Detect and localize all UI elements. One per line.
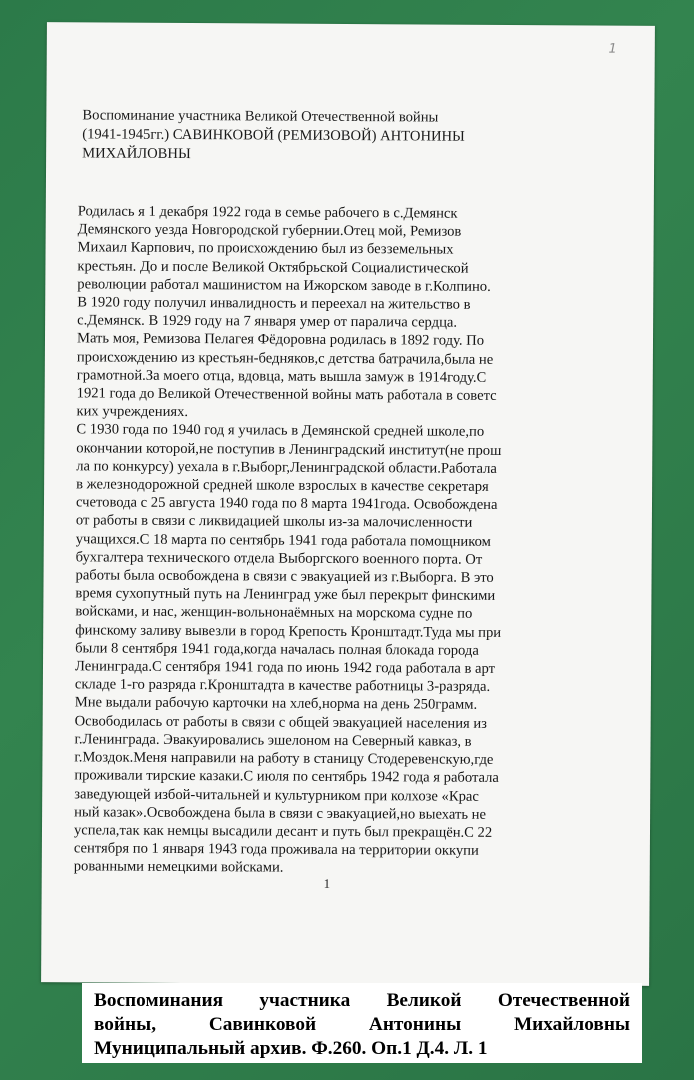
body-line: Мне выдали рабочую карточки на хлеб,норма на день 250грамм. [74,694,478,714]
body-line: Освободилась от работы в связи с общей эвакуацией населения из [74,713,488,732]
caption-word: Савинковой [208,1014,317,1035]
title-line: МИХАЙЛОВНЫ [82,145,191,163]
body-line: в железнодорожной средней школе взрослых в качестве секретаря [76,476,489,495]
body-line: 1921 года до Великой Отечественной войны мать работала в советс [76,385,497,404]
body-line: счетовода с 25 августа 1940 года по 8 марта 1941года. Освобождена [75,494,498,514]
caption-word: участника [259,990,351,1011]
caption-archive-reference: Муниципальный архив. Ф.260. Оп.1 Д.4. Л. 1 [94,1038,488,1059]
body-line: проживали тирские казаки.С июля по сентябрь 1942 года я работала [74,767,499,787]
document-sheet [41,22,655,986]
body-line: были 8 сентября 1941 года,когда началась полная блокада города [75,640,479,659]
body-line: Михаил Карпович, по происхождению был из безземельных [77,239,454,259]
body-line: работы была освобождена в связи с эвакуацией из г.Выборга. В это [75,567,494,586]
body-line: ла по конкурсу) уехала в г.Выборг,Ленинградской области.Работала [76,458,497,477]
body-line: С 1930 года по 1940 год я училась в Демянской средней школе,по [76,421,485,441]
body-line: г.Ленинграда. Эвакуировались эшелоном на Северный кавказ, в [74,731,472,750]
caption-word: войны, [94,1014,157,1035]
body-line: войсками, и нас, женщин-вольнонаёмных на морскома судне по [75,603,473,623]
body-line: бухгалтера технического отдела Выборгского военного порта. От [75,549,483,568]
caption-line-2 [94,1013,630,1037]
caption-word: Антонины [368,1014,462,1035]
body-line: рованными немецкими войсками. [73,858,284,876]
body-line: сентября по 1 января 1943 года проживала на территории оккупи [73,840,479,859]
body-line: ких учреждениях. [76,403,189,421]
body-line: успела,так как немцы высадили десант и путь был прекращён.С 22 [73,822,493,841]
caption-label [82,983,642,1063]
body-line: происхождению из крестьян-бедняков,с детства батрачила,была не [76,348,494,368]
title-line: Воспоминание участника Великой Отечественной войны [82,107,439,126]
body-line: Мать моя, Ремизова Пелагея Фёдоровна родилась в 1892 году. По [76,330,485,350]
body-line: учащихся.С 18 марта по сентябрь 1941 года работала помощником [75,530,491,550]
body-line: грамотной.За моего отца, вдовца, мать вышла замуж в 1914году.С [76,367,487,386]
body-line: с.Демянск. В 1929 году на 7 января умер от паралича сердца. [77,312,458,331]
body-line: окончании которой,не поступив в Ленинградский институт(не прош [76,439,502,459]
title-line: (1941-1945гг.) САВИНКОВОЙ (РЕМИЗОВОЙ) АНТОНИНЫ [82,126,465,145]
caption-word: Михайловны [513,1014,630,1035]
handwritten-page-mark: 1 [608,41,617,57]
body-line: крестьян. До и после Великой Октябрьской Социалистической [77,257,469,277]
body-line: финскому заливу вывезли в город Крепость Кронштадт.Туда мы при [75,622,502,641]
body-line: В 1920 году получил инвалидность и переехал на жительство в [77,294,471,313]
caption-word: Великой [386,990,462,1011]
caption-word: Воспоминания [94,990,224,1011]
body-line: от работы в связи с ликвидацией школы из-за малочисленности [75,512,473,532]
body-line: время сухопутный путь на Ленинград уже был перекрыт финскими [75,585,496,605]
document-title [82,106,622,166]
body-line: ный казак».Освобождена была в связи с эвакуацией,но выехать не [74,804,487,823]
caption-line-1 [94,989,630,1013]
body-line: складе 1-го разряда г.Кронштадта в качестве работницы 3-разряда. [74,676,491,696]
page-number: 1 [323,875,331,891]
body-line: Демянского уезда Новгородской губернии.Отец мой, Ремизов [77,221,462,240]
document-body [74,202,638,879]
body-line: Ленинграда.С сентября 1941 года по июнь 1942 года работала в арт [74,658,496,677]
body-line: революции работал машинистом на Ижорском заводе в г.Колпино. [77,276,491,295]
body-line: Родилась я 1 декабря 1922 года в семье рабочего в с.Демянск [77,203,458,222]
caption-word: Отечественной [497,990,630,1011]
body-line: заведующей избой-читальней и культурником при колхозе «Крас [74,785,479,805]
body-line: г.Моздок.Меня направили на работу в станицу Стодеревенскую,где [74,749,494,768]
